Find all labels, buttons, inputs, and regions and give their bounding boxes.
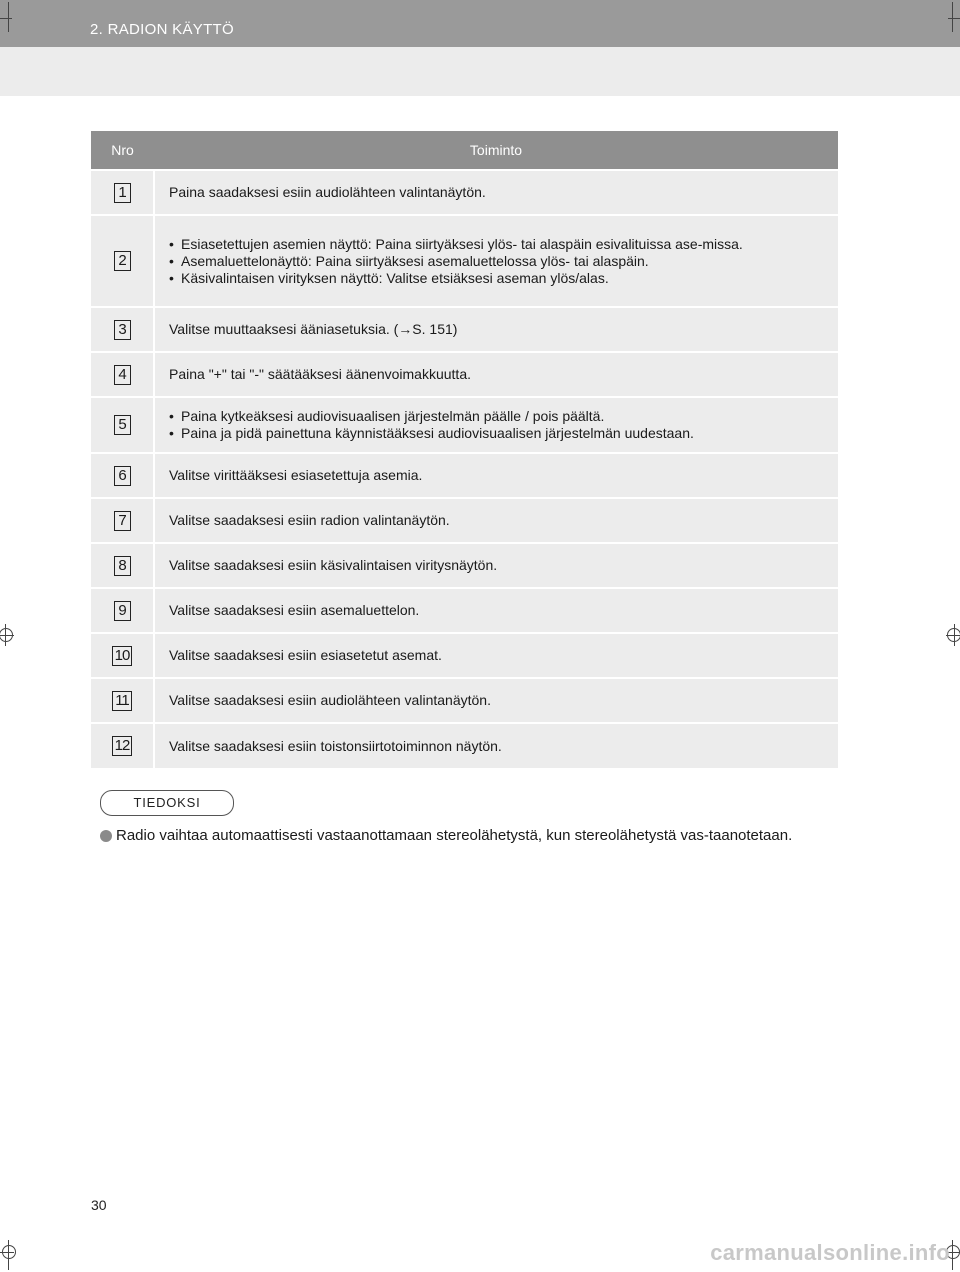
item-number-badge: 9 (114, 601, 131, 621)
table-row (91, 723, 838, 768)
bullet-list (169, 408, 826, 442)
bullet-icon (100, 830, 112, 842)
item-number-badge: 4 (114, 365, 131, 385)
item-number-badge: 10 (112, 646, 133, 666)
item-number-badge: 11 (112, 691, 132, 711)
table-row (91, 498, 838, 543)
list-item: • Paina ja pidä painettuna käynnistääksesi audiovisuaalisen järjestelmän uudestaan. (169, 425, 826, 442)
table-header-row (91, 131, 838, 170)
page-number: 30 (91, 1197, 107, 1213)
item-number-badge: 5 (114, 415, 131, 435)
header-bar (0, 0, 960, 47)
function-description: Paina "+" tai "-" säätääksesi äänenvoimakkuutta. (154, 352, 838, 397)
bullet-list (169, 236, 826, 287)
column-header-number: Nro (91, 131, 154, 170)
table-row (91, 633, 838, 678)
function-description: Paina saadaksesi esiin audiolähteen valintanäytön. (154, 170, 838, 215)
note-item (100, 825, 827, 847)
item-number-badge: 3 (114, 320, 131, 340)
item-number-badge: 6 (114, 466, 131, 486)
list-item: • Paina kytkeäksesi audiovisuaalisen järjestelmän päälle / pois päältä. (169, 408, 826, 425)
function-description: Valitse saadaksesi esiin audiolähteen valintanäytön. (154, 678, 838, 723)
item-number-badge: 2 (114, 251, 131, 271)
function-description: Valitse virittääksesi esiasetettuja asemia. (154, 453, 838, 498)
table-row (91, 588, 838, 633)
function-description: Valitse saadaksesi esiin esiasetetut asemat. (154, 633, 838, 678)
item-number-badge: 7 (114, 511, 131, 531)
section-title: 2. RADION KÄYTTÖ (90, 21, 234, 38)
table-row (91, 352, 838, 397)
header-band (0, 47, 960, 96)
table-row (91, 397, 838, 453)
item-number-badge: 8 (114, 556, 131, 576)
note-text: Radio vaihtaa automaattisesti vastaanottamaan stereolähetystä, kun stereolähetystä vas-taanotetaan. (116, 827, 793, 844)
note-label: TIEDOKSI (100, 790, 234, 816)
table-row (91, 453, 838, 498)
table-row (91, 170, 838, 215)
function-table (91, 131, 838, 768)
function-description: Valitse saadaksesi esiin asemaluettelon. (154, 588, 838, 633)
item-number-badge: 12 (112, 736, 133, 756)
table-row (91, 678, 838, 723)
item-number-badge: 1 (114, 183, 131, 203)
table-row (91, 307, 838, 352)
list-item: • Käsivalintaisen virityksen näyttö: Valitse etsiäksesi aseman ylös/alas. (169, 270, 826, 287)
table-row (91, 543, 838, 588)
table-row (91, 215, 838, 307)
function-description: Valitse muuttaaksesi ääniasetuksia. (→S. 151) (154, 307, 838, 352)
function-description: Valitse saadaksesi esiin toistonsiirtotoiminnon näytön. (154, 723, 838, 768)
list-item: • Asemaluettelonäyttö: Paina siirtyäksesi asemaluettelossa ylös- tai alaspäin. (169, 253, 826, 270)
function-description: Valitse saadaksesi esiin käsivalintaisen viritysnäytön. (154, 543, 838, 588)
watermark: carmanualsonline.info (710, 1240, 950, 1265)
list-item: • Esiasetettujen asemien näyttö: Paina siirtyäksesi ylös- tai alaspäin esivalituissa ase-missa. (169, 236, 826, 253)
column-header-function: Toiminto (154, 131, 838, 170)
function-description: Valitse saadaksesi esiin radion valintanäytön. (154, 498, 838, 543)
